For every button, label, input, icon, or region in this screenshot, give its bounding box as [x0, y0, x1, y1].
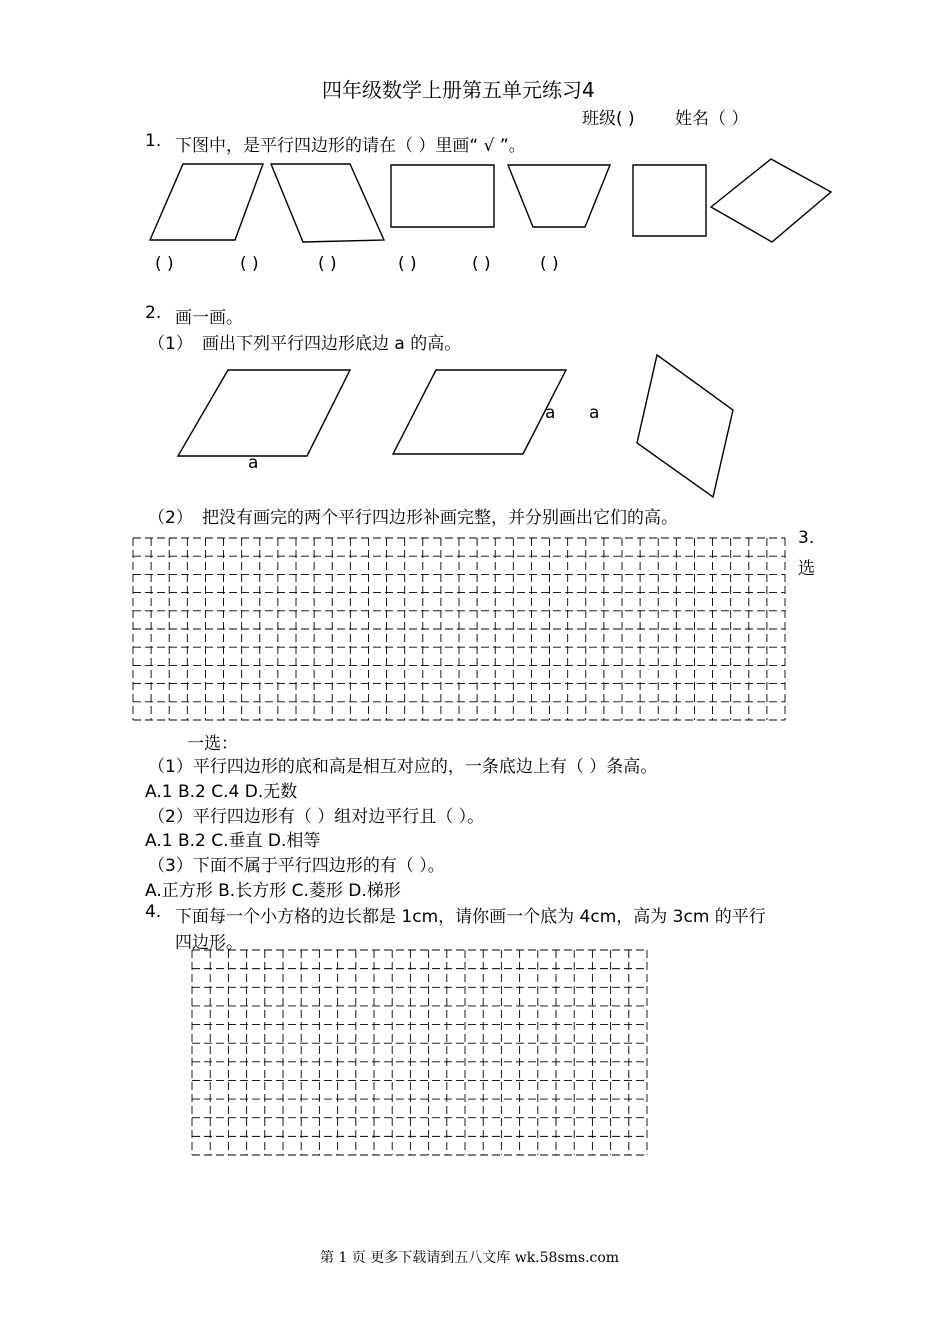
- q2-number: 2.: [145, 303, 162, 323]
- name-field-label: 姓名（ ）: [675, 109, 749, 129]
- q1-blank-2[interactable]: ( ): [240, 254, 259, 274]
- q3-item-1-options: A.1 B.2 C.4 D.无数: [145, 782, 298, 802]
- q1-blank-1[interactable]: ( ): [155, 254, 174, 274]
- q2-parallelogram-2: [393, 370, 566, 454]
- q3-number: 3.: [798, 528, 815, 548]
- q1-blank-4[interactable]: ( ): [398, 254, 417, 274]
- q3-text-part2: 一选：: [187, 734, 238, 754]
- page-footer: 第 1 页 更多下载请到五八文库 wk.58sms.com: [320, 1250, 620, 1266]
- q2-sub2-number: （2）: [148, 508, 193, 528]
- q4-number: 4.: [145, 902, 162, 922]
- q1-blank-3[interactable]: ( ): [318, 254, 337, 274]
- page-title: 四年级数学上册第五单元练习4: [322, 78, 595, 102]
- q3-item-1-question: （1）平行四边形的底和高是相互对应的，一条底边上有（ ）条高。: [148, 757, 658, 777]
- q3-item-3-options: A.正方形 B.长方形 C.菱形 D.梯形: [145, 881, 401, 901]
- q2-parallelogram-1: [178, 370, 350, 456]
- class-field-label: 班级( ): [582, 109, 635, 129]
- drawing-grid-2[interactable]: [192, 950, 647, 1155]
- q2-sub1-text: 画出下列平行四边形底边 a 的高。: [202, 334, 462, 354]
- q4-text-line2: 四边形。: [175, 933, 243, 953]
- drawing-grid-1[interactable]: [133, 538, 785, 720]
- q2-label-a-3: a: [589, 403, 600, 423]
- q3-item-2-options: A.1 B.2 C.垂直 D.相等: [145, 831, 321, 851]
- q2-shapes: [0, 0, 950, 520]
- q3-item-2-question: （2）平行四边形有（ ）组对边平行且（ ）。: [148, 807, 485, 827]
- q1-number: 1.: [145, 131, 162, 151]
- q1-text: 下图中，是平行四边形的请在（ ）里画“ √ ”。: [175, 136, 526, 156]
- q3-text-part1: 选: [798, 559, 815, 579]
- q1-blank-5[interactable]: ( ): [472, 254, 491, 274]
- q2-sub1-number: （1）: [148, 334, 193, 354]
- q1-blank-6[interactable]: ( ): [540, 254, 559, 274]
- q2-parallelogram-3: [637, 355, 733, 497]
- q3-item-3-question: （3）下面不属于平行四边形的有（ ）。: [148, 856, 445, 876]
- q4-text-line1: 下面每一个小方格的边长都是 1cm，请你画一个底为 4cm，高为 3cm 的平行: [175, 907, 766, 927]
- q2-label-a-1: a: [248, 453, 259, 473]
- q2-label-a-2: a: [545, 403, 556, 423]
- q2-sub2-text: 把没有画完的两个平行四边形补画完整，并分别画出它们的高。: [202, 508, 678, 528]
- q2-text: 画一画。: [175, 308, 243, 328]
